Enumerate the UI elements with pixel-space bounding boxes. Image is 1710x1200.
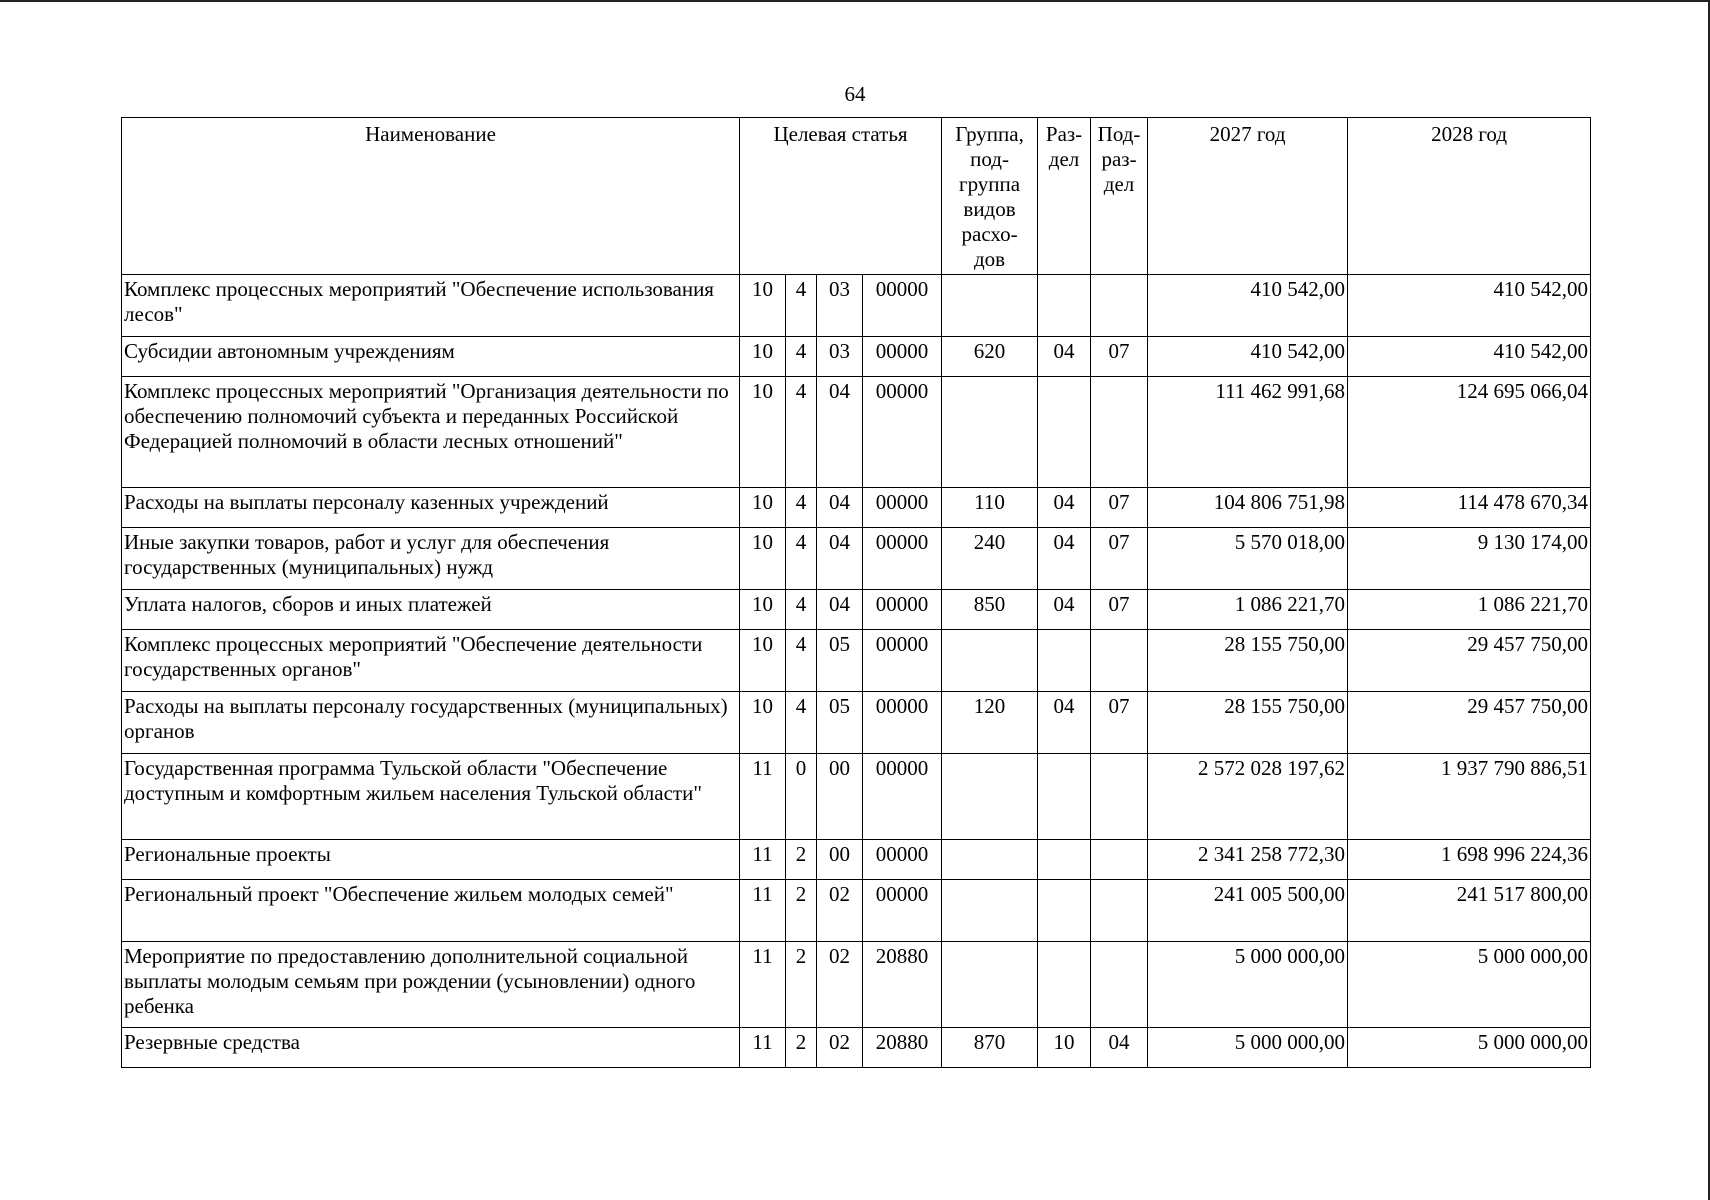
razdel: 04 [1038,528,1091,590]
row-name: Комплекс процессных мероприятий "Обеспечение деятельности государственных органов" [122,630,740,692]
razdel [1038,275,1091,337]
row-name: Государственная программа Тульской области "Обеспечение доступным и комфортным жильем населения Тульской области" [122,754,740,840]
amount-2027: 241 005 500,00 [1148,880,1348,942]
target-code-3: 04 [817,377,863,488]
row-name: Региональные проекты [122,840,740,880]
table-row [122,754,1591,840]
amount-2027: 410 542,00 [1148,337,1348,377]
amount-2028: 29 457 750,00 [1348,630,1591,692]
expense-group: 240 [942,528,1038,590]
amount-2028: 410 542,00 [1348,275,1591,337]
target-code-2: 2 [786,1028,817,1068]
target-code-2: 4 [786,630,817,692]
podrazdel: 07 [1091,692,1148,754]
razdel [1038,880,1091,942]
podrazdel [1091,377,1148,488]
table-header-row [122,118,1591,275]
razdel [1038,377,1091,488]
amount-2027: 5 000 000,00 [1148,942,1348,1028]
target-code-3: 04 [817,590,863,630]
amount-2028: 29 457 750,00 [1348,692,1591,754]
target-code-3: 02 [817,1028,863,1068]
target-code-3: 02 [817,942,863,1028]
razdel: 04 [1038,692,1091,754]
amount-2028: 124 695 066,04 [1348,377,1591,488]
target-code-1: 11 [740,880,786,942]
podrazdel: 07 [1091,590,1148,630]
podrazdel: 04 [1091,1028,1148,1068]
target-code-2: 2 [786,840,817,880]
target-code-1: 10 [740,377,786,488]
table-row [122,1028,1591,1068]
target-code-4: 00000 [863,630,942,692]
table-row [122,630,1591,692]
target-code-3: 00 [817,754,863,840]
table-row [122,337,1591,377]
expense-group [942,630,1038,692]
amount-2027: 410 542,00 [1148,275,1348,337]
expense-group: 110 [942,488,1038,528]
target-code-4: 00000 [863,590,942,630]
target-code-1: 10 [740,275,786,337]
expense-group [942,377,1038,488]
podrazdel [1091,840,1148,880]
target-code-3: 04 [817,488,863,528]
target-code-4: 20880 [863,942,942,1028]
row-name: Комплекс процессных мероприятий "Обеспечение использования лесов" [122,275,740,337]
podrazdel: 07 [1091,488,1148,528]
target-code-4: 00000 [863,337,942,377]
row-name: Региональный проект "Обеспечение жильем молодых семей" [122,880,740,942]
header-razdel: Раз- дел [1038,118,1091,275]
budget-table [121,117,1591,1068]
target-code-4: 00000 [863,528,942,590]
row-name: Комплекс процессных мероприятий "Организация деятельности по обеспечению полномочий субъекта и переданных Российской Федерацией полномочий в области лесных отношений" [122,377,740,488]
razdel: 10 [1038,1028,1091,1068]
target-code-1: 10 [740,528,786,590]
target-code-2: 4 [786,275,817,337]
amount-2028: 5 000 000,00 [1348,942,1591,1028]
header-podrazdel: Под- раз- дел [1091,118,1148,275]
expense-group [942,880,1038,942]
target-code-1: 10 [740,488,786,528]
razdel: 04 [1038,590,1091,630]
target-code-2: 4 [786,528,817,590]
target-code-3: 03 [817,337,863,377]
target-code-4: 20880 [863,1028,942,1068]
header-name: Наименование [122,118,740,275]
target-code-1: 11 [740,754,786,840]
target-code-2: 0 [786,754,817,840]
target-code-3: 05 [817,630,863,692]
razdel [1038,840,1091,880]
podrazdel: 07 [1091,528,1148,590]
target-code-3: 02 [817,880,863,942]
table-row [122,942,1591,1028]
row-name: Расходы на выплаты персоналу казенных учреждений [122,488,740,528]
expense-group: 120 [942,692,1038,754]
expense-group: 850 [942,590,1038,630]
table-row [122,377,1591,488]
amount-2027: 28 155 750,00 [1148,630,1348,692]
target-code-2: 2 [786,880,817,942]
target-code-2: 4 [786,590,817,630]
amount-2027: 5 000 000,00 [1148,1028,1348,1068]
page-number: 64 [844,82,866,106]
table-row [122,528,1591,590]
target-code-1: 10 [740,337,786,377]
expense-group [942,942,1038,1028]
table-row [122,880,1591,942]
target-code-2: 4 [786,377,817,488]
target-code-3: 03 [817,275,863,337]
table-row [122,692,1591,754]
razdel [1038,754,1091,840]
target-code-4: 00000 [863,488,942,528]
row-name: Расходы на выплаты персоналу государственных (муниципальных) органов [122,692,740,754]
table-row [122,275,1591,337]
amount-2027: 5 570 018,00 [1148,528,1348,590]
target-code-4: 00000 [863,754,942,840]
target-code-1: 10 [740,630,786,692]
target-code-2: 4 [786,692,817,754]
amount-2027: 104 806 751,98 [1148,488,1348,528]
razdel [1038,630,1091,692]
podrazdel [1091,754,1148,840]
amount-2027: 1 086 221,70 [1148,590,1348,630]
header-year-2028: 2028 год [1348,118,1591,275]
table-row [122,488,1591,528]
amount-2027: 2 341 258 772,30 [1148,840,1348,880]
amount-2028: 410 542,00 [1348,337,1591,377]
podrazdel [1091,880,1148,942]
target-code-1: 10 [740,590,786,630]
podrazdel [1091,942,1148,1028]
target-code-4: 00000 [863,377,942,488]
table-row [122,840,1591,880]
amount-2028: 5 000 000,00 [1348,1028,1591,1068]
amount-2027: 28 155 750,00 [1148,692,1348,754]
amount-2028: 241 517 800,00 [1348,880,1591,942]
target-code-1: 11 [740,1028,786,1068]
target-code-4: 00000 [863,840,942,880]
row-name: Субсидии автономным учреждениям [122,337,740,377]
razdel: 04 [1038,488,1091,528]
amount-2027: 2 572 028 197,62 [1148,754,1348,840]
table-body [122,275,1591,1068]
target-code-2: 4 [786,488,817,528]
razdel [1038,942,1091,1028]
header-target-article: Целевая статья [740,118,942,275]
expense-group [942,840,1038,880]
target-code-1: 11 [740,840,786,880]
expense-group [942,275,1038,337]
amount-2028: 1 698 996 224,36 [1348,840,1591,880]
amount-2027: 111 462 991,68 [1148,377,1348,488]
amount-2028: 1 086 221,70 [1348,590,1591,630]
header-year-2027: 2027 год [1148,118,1348,275]
podrazdel: 07 [1091,337,1148,377]
table-row [122,590,1591,630]
podrazdel [1091,630,1148,692]
target-code-2: 4 [786,337,817,377]
target-code-2: 2 [786,942,817,1028]
expense-group [942,754,1038,840]
target-code-4: 00000 [863,692,942,754]
header-group: Группа, под- группа видов расхо- дов [942,118,1038,275]
row-name: Мероприятие по предоставлению дополнительной социальной выплаты молодым семьям при рождении (усыновлении) одного ребенка [122,942,740,1028]
amount-2028: 9 130 174,00 [1348,528,1591,590]
target-code-4: 00000 [863,275,942,337]
row-name: Уплата налогов, сборов и иных платежей [122,590,740,630]
target-code-3: 05 [817,692,863,754]
podrazdel [1091,275,1148,337]
row-name: Иные закупки товаров, работ и услуг для обеспечения государственных (муниципальных) нужд [122,528,740,590]
amount-2028: 1 937 790 886,51 [1348,754,1591,840]
target-code-1: 10 [740,692,786,754]
target-code-3: 00 [817,840,863,880]
target-code-3: 04 [817,528,863,590]
razdel: 04 [1038,337,1091,377]
amount-2028: 114 478 670,34 [1348,488,1591,528]
row-name: Резервные средства [122,1028,740,1068]
target-code-4: 00000 [863,880,942,942]
target-code-1: 11 [740,942,786,1028]
expense-group: 620 [942,337,1038,377]
expense-group: 870 [942,1028,1038,1068]
